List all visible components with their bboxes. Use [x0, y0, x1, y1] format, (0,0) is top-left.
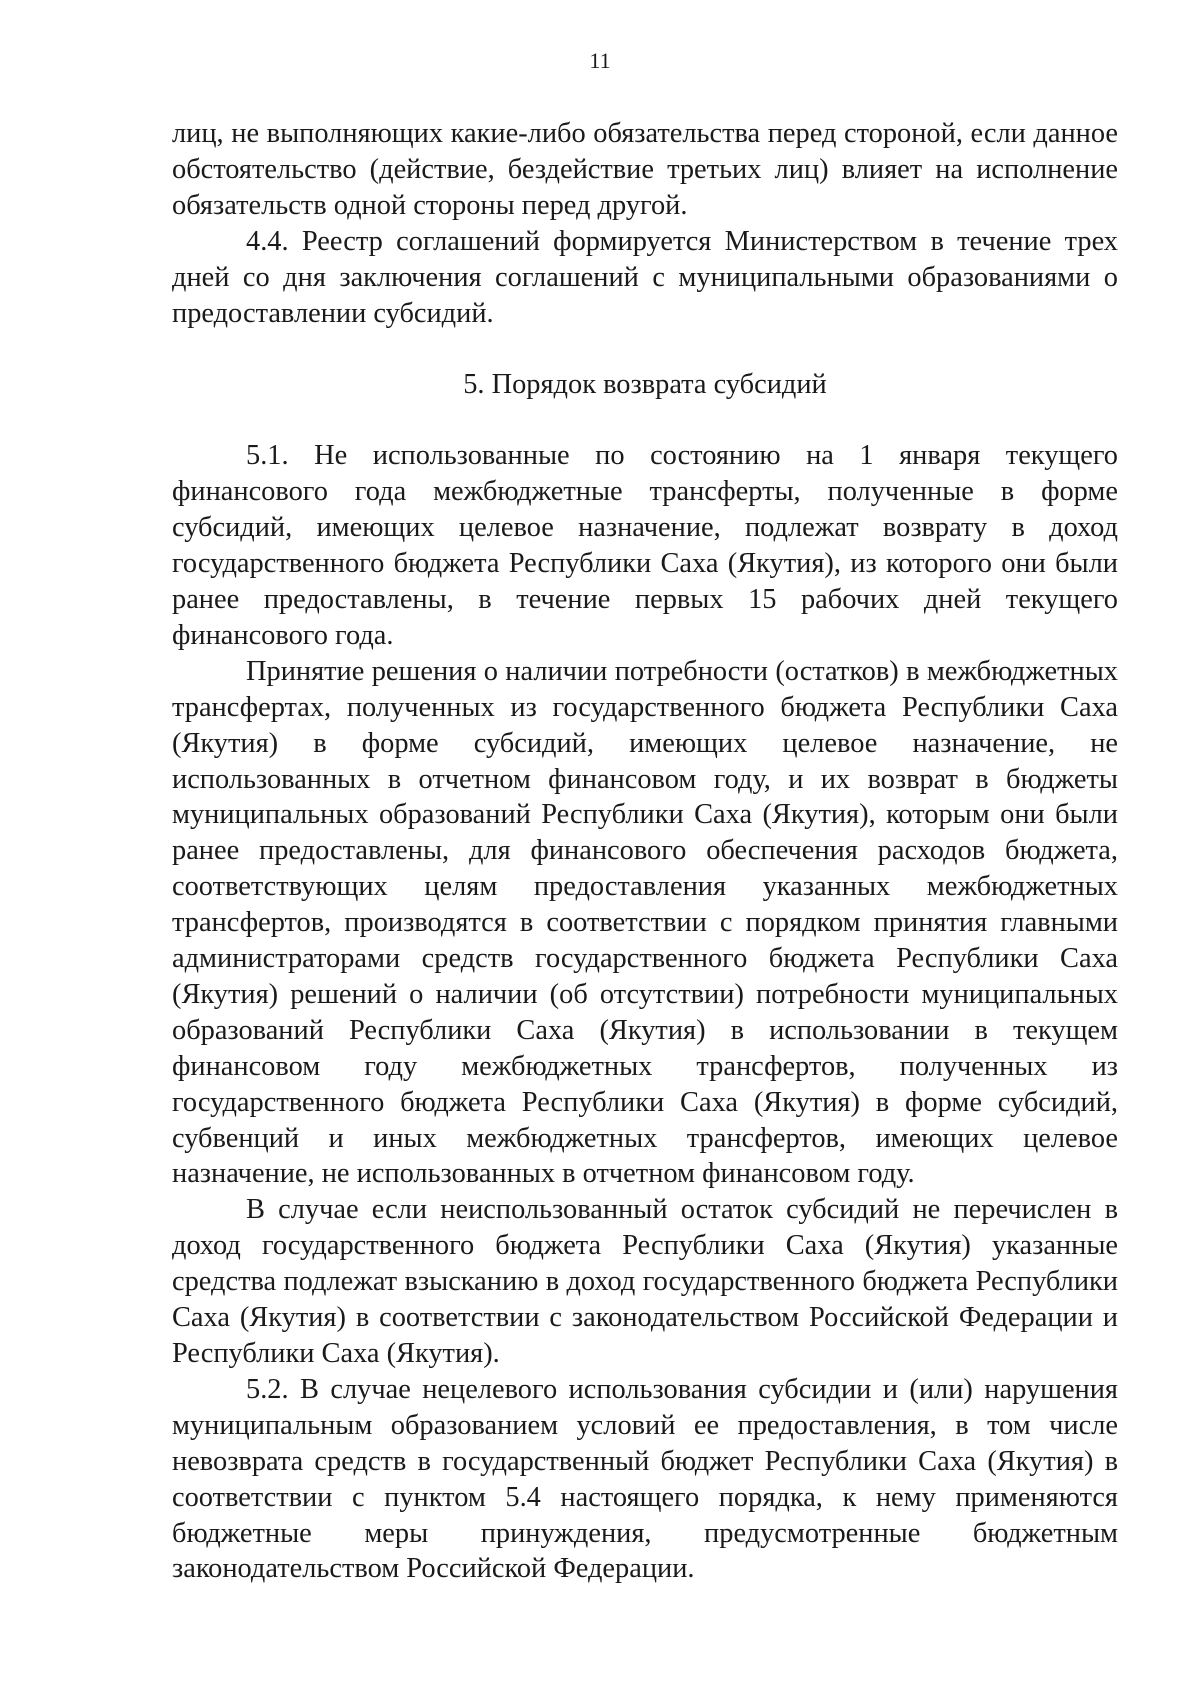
page-number: 11	[589, 48, 611, 73]
paragraph-4-4: 4.4. Реестр соглашений формируется Министерством в течение трех дней со дня заключения соглашений с муниципальными образованиями о предоставлении субсидий.	[172, 225, 1118, 329]
paragraph-5-2: 5.2. В случае нецелевого использования субсидии и (или) нарушения муниципальным образованием условий ее предоставления, в том числе невозврата средств в государственный бюджет Республики Саха (Якутия) в соответствии с пунктом 5.4 настоящего порядка, к нему применяются бюджетные меры принуждения, предусмотренные бюджетным законодательством Российской Федерации.	[172, 1373, 1118, 1585]
paragraph-continuation: лиц, не выполняющих какие-либо обязательства перед стороной, если данное обстоятельство (действие, бездействие третьих лиц) влияет на исполнение обязательств одной стороны перед другой.	[172, 118, 1118, 221]
paragraph-unspent-balance: В случае если неиспользованный остаток субсидий не перечислен в доход государственного бюджета Республики Саха (Якутия) указанные средства подлежат взысканию в доход государственного бюджета Республики Саха (Якутия) в соответствии с законодательством Российской Федерации и Республики Саха (Якутия).	[172, 1194, 1118, 1369]
paragraph-5-1: 5.1. Не использованные по состоянию на 1 января текущего финансового года межбюджетные трансферты, полученные в форме субсидий, имеющих целевое назначение, подлежат возврату в доход государственного бюджета Республики Саха (Якутия), из которого они были ранее предоставлены, в течение первых 15 рабочих дней текущего финансового года.	[172, 440, 1118, 651]
section-heading: 5. Порядок возврата субсидий	[463, 369, 827, 401]
document-body	[172, 116, 1118, 1587]
paragraph-decision: Принятие решения о наличии потребности (остатков) в межбюджетных трансфертах, полученных из государственного бюджета Республики Саха (Якутия) в форме субсидий, имеющих целевое назначение, не использованных в отчетном финансовом году, и их возврат в бюджеты муниципальных образований Республики Саха (Якутия), которым они были ранее предоставлены, для финансового обеспечения расходов бюджета, соответствующих целям предоставления указанных межбюджетных трансфертов, производятся в соответствии с порядком принятия главными администраторами средств государственного бюджета Республики Саха (Якутия) решений о наличии (об отсутствии) потребности муниципальных образований Республики Саха (Якутия) в использовании в текущем финансовом году межбюджетных трансфертов, полученных из государственного бюджета Республики Саха (Якутия) в форме субсидий, субвенций и иных межбюджетных трансфертов, имеющих целевое назначение, не использованных в отчетном финансовом году.	[172, 655, 1118, 1190]
